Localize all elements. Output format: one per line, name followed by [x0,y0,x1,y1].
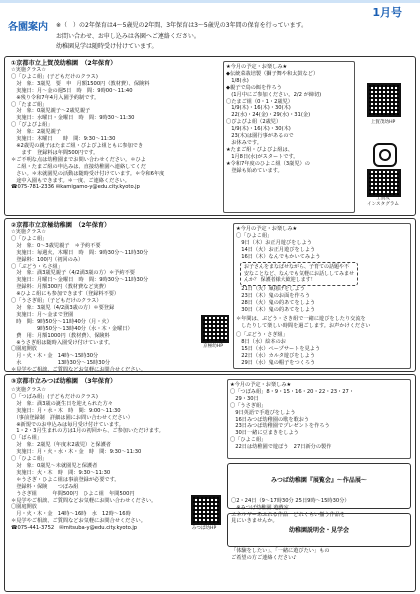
kamigamo-box [4,56,416,216]
instagram-icon[interactable] [373,143,397,167]
visit-title: 幼稚園説明会・見学会 [288,526,349,534]
mitsuba-box [4,374,416,592]
mitsuba-visit-box [227,513,411,561]
kamigamo-qr-caption: 上賀茂幼HP [370,120,396,125]
kamigamo-title: ①京都市立上賀茂幼稚園 （2年保育） [11,60,117,67]
mitsuba-exhibit-box [227,463,411,525]
kyogoku-qr-code[interactable] [201,315,229,343]
kyogoku-qr-caption: 京極幼HP [202,344,223,349]
kamigamo-classes: ☆実施クラス☆ 〇「ひよこ組」(子どもだけのクラス) 対 象：3歳児 要 申 月額1500円（教材費）、保険料 実施日：月～金の週5日 時 間：9時00～11:40 ※残り令和7年4月入園予約制です。 〇「たまご組」 対 象：0歳児親子～2歳児親子 実施日：水曜日・金曜日 時 間：9時30～11:30 〇「ぴよぴよ組」 対 象：2歳児親子 実施日：木曜日 時 間：9:30～11:30 ※2歳児の親子はたまご組・ぴよぴよ組ともに参加でき ます 登録料は年間500円です。 ＊ご不明な点は幼稚園までお問い合わせください。＊ひよ こ組・たまご組の申込みは、直接幼稚園へ連絡してくだ さい。＊未就園児の活動は随時受け付けています。＊令和6年度 途中入園もできます。＊一度、ご連絡ください。 ☎075-781-2336 ✉kamigamo-y@edu.city.kyoto.jp [11,67,165,191]
mitsuba-events: ★今月の予定・お楽しみ★ 〇「つぼみ組」8・9・15・16・20・22・23・27・ 29・30日 〇「うさぎ組」 9日英語で手遊びをしよう 16日みつば幼稚園の歌を歌おう 23日みつば幼稚園でプレゼントを作ろう 30日一緒に豆まきをしよう 〇「ひよこ組」 22日は幼稚園で遊ぼう 27日新分の製作 [230,382,355,451]
kyogoku-title: ②京都市立京極幼稚園 （2年保育） [11,222,111,229]
kamigamo-events: ★今月の予定・お楽しみ★ ◆伝統菜栽培製（獅子舞や和太鼓など） 1/8(水) ◆親子で鳥の餌を作ろう (1月中にご参加ください。2/2 が締切) 〇たまご組（0・1・2歳児） 1/9(木)・16(木)・30(木) 22(水)・24(金)・29(水)・31(金) 〇ぴよぴよ組（2歳児） 1/9(木)・16(木)・30(木) 23(木)は園行事があるので お休みです。 ★たまご組・ぴよぴよ組は、 1月8日(水)がスタートです。 ★令和7年度のひよこ組（3歳児）の 登録も始めています。 [226,64,322,174]
issue-month: 1月号 [372,6,402,19]
kyogoku-events-1: ★今月の予定・お楽しみ★ 〇「ひよこ組」 9日（木）お正月遊びをしよう 14日（火）お正月遊びをしよう 16日（木）なんでもかいてみよう [236,226,321,260]
kamigamo-instagram-qr[interactable] [367,169,401,197]
mitsuba-qr-code[interactable] [191,495,221,525]
mitsuba-qr-caption: みつば幼HP [191,526,217,531]
exhibit-title: みつば幼稚園『展覧会』～作品展～ [271,476,367,484]
mitsuba-events-box [227,379,411,459]
top-band [0,0,420,3]
header-note: ※（ ）の2年保育は4～5歳児の2年間、3年保育は3～5歳児の3年間の保育を行っています。 [56,22,308,29]
section-title: 各園案内 [8,22,48,33]
kamigamo-events-box [223,61,355,213]
kyogoku-box [4,218,416,372]
kyogoku-classes: ☆実施クラス☆ 〇「ひよこ組」 対 象：0～3歳児親子 ＊予約不要 実施日：毎週火、木曜日 時 間：9時30分～11時30分 登録料：100円（初回のみ） 〇「ぶどう・ちさ組」 対 象：満3歳児親子（4/2満3歳の方）＊予約不要 実施日：月曜日～金曜日 時 間：9時30分～11時30分 登録料：月額300円（教材費など実費） ※ひよこ組にも参加できます（登録料不要） 〇「うさぎ組」（子どもだけのクラス） 対 象：3歳児（4/2満3歳の方）＊要登録 実施日：月～金まで登園 時 間：9時50分～11時40分（月・火） 9時50分～13時40分（水・木・金曜日） 費 用：月額1000円（教材費）、保険料 ※うさぎ組は随時入園受け付けています。 〇園庭開放 月・火・木・金 14時～15時30分 水 13時30分～15時30分 ＊見学やご相談、ご質問などお気軽にお問合せください。 [11,229,149,374]
kyogoku-events-4: 〇「ぶどう・さぎ組」 8日（水）絵本のお 15日（水）ペープサートを見よう 22日（水）カルタ遊びをしよう 29日（水）鬼の帽子をつくろう [236,332,321,366]
kamigamo-qr-code[interactable] [367,83,401,117]
kyogoku-invite-note: お子さんをまなばせながら、子育ての話題や不 安なことなど、なんでも気軽にお話ししてみませ んか？ 保護者様大歓迎します！ [240,262,358,286]
visit-text: 「体験をしたい」、「一緒に遊びたい」もの ご希望の方ご連絡ください♪ [231,547,330,561]
kyogoku-right-note: ＊年間は、ぶどう・さき組で一緒に遊びをしたり交流を したりして楽しい時間を過ごします。お声かけください [236,316,371,329]
kyogoku-events-box [233,223,411,369]
header-contact-line: お問い合わせ、お申し込みは各園へご連絡ください。 [56,33,200,40]
kyogoku-events-2: 21日（火）凧揚げをしよう 23日（木）鬼のお面を作ろう 28日（火）鬼の的あてをしよう 30日（木）鬼の的あてをしよう [241,286,316,313]
header-visit-line: 幼稚園見学は随時受け付けています。 [56,43,158,50]
mitsuba-classes: ☆実施クラス☆ 〇「つばみ組」(子どもだけのクラス) 対 象：満3歳の誕生日を迎えられた方々 実施日：月・水・木 時 間：9:00～11:30 （事前登録制 詳細は園にお問い合わせください） ※新規でのお申込みは毎月受け付けています。 1・2・3月生まれの方は1月の初回から、ご参加いただけます。 〇「ばら組」 対 象：2歳児（年度末2歳児）と保護者 実施日：月・火・水・木・金 時 間：9:30～11:30 〇「ひよこ組」 対 象：0歳児～未就園児と保護者 実施日：火・木 時 間：9:30～11:30 ＊うさぎ・ひよこ組は事前登録が必要です。 登録料・保険 つぼみ組 うさぎ組 年間500円 ひよこ組 年間500円 ＊見学やご相談、ご質問などお気軽にお問い合わせください。 〇園庭開放 月・火・木・金 14時～16時 水 12時～16時 ＊見学やご相談、ご質問などお気軽にお問合せください。 ☎075-441-3752 ✉mitsuba-y@edu.city.kyoto.jp [11,387,164,532]
kamigamo-instagram-caption: 上賀茂 インスタグラム [367,196,399,207]
exhibit-text: 〇2・24日（9～17時30分 25日9時～15時30分） ※みつば幼稚園 遊戯室 エネルギーあふれる作品 どれくらい揃う作品を 見にいきませんか。 [231,497,350,525]
mitsuba-title: ③京都市立みつば幼稚園 （3年保育） [11,378,117,385]
